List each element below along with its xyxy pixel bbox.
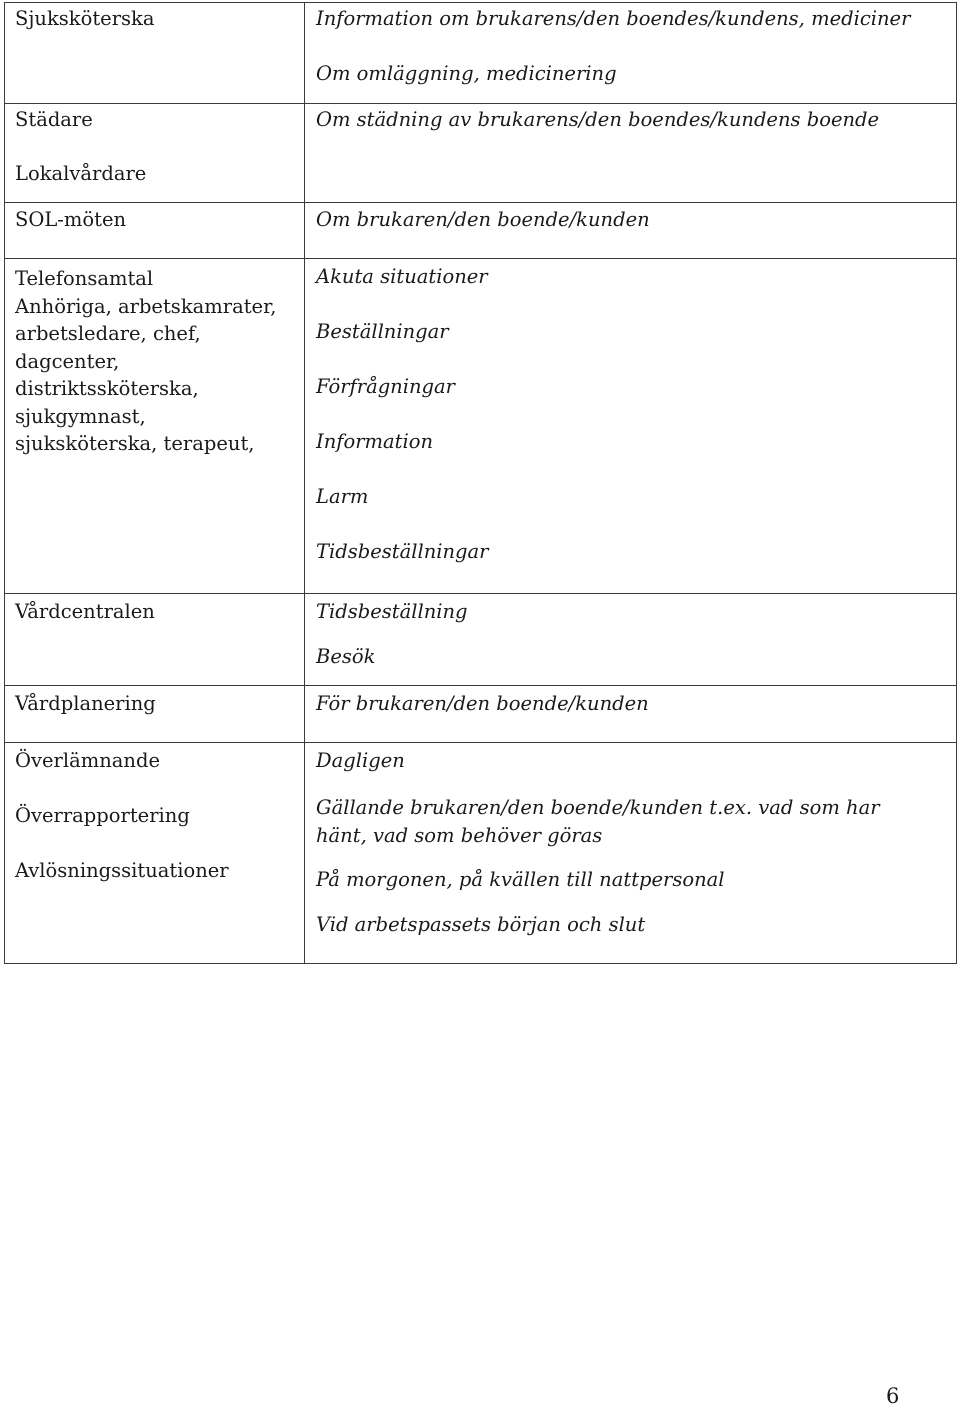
- topic-cell: [305, 594, 956, 685]
- role-label: Lokalvårdare: [15, 162, 147, 185]
- topic-text: Larm: [316, 485, 369, 508]
- role-cell: [5, 154, 305, 202]
- topic-cell: [305, 3, 956, 103]
- topic-text: Förfrågningar: [316, 375, 455, 398]
- role-label: Anhöriga, arbetskamrater,: [15, 294, 277, 318]
- topic-text: Dagligen: [316, 749, 405, 772]
- topic-text: Besök: [316, 645, 376, 668]
- role-label: dagcenter,: [15, 349, 120, 373]
- topic-cell: [305, 743, 956, 963]
- role-cell: [5, 259, 305, 593]
- role-cell: [5, 203, 305, 258]
- role-label: Sjuksköterska: [15, 7, 155, 30]
- table-row: [5, 685, 956, 742]
- topic-text: Tidsbeställningar: [316, 540, 489, 563]
- topic-cell: [305, 259, 956, 593]
- topic-text: För brukaren/den boende/kunden: [316, 692, 649, 715]
- role-label: SOL-möten: [15, 208, 127, 231]
- topic-text: Om städning av brukarens/den boendes/kundens boende: [316, 108, 880, 131]
- role-cell: [5, 686, 305, 742]
- table-row: [5, 103, 956, 154]
- topic-text: Gällande brukaren/den boende/kunden t.ex. vad som har hänt, vad som behöver göras: [316, 796, 880, 847]
- topic-text: Beställningar: [316, 320, 449, 343]
- role-cell: [5, 104, 305, 154]
- topic-cell: [305, 203, 956, 258]
- topic-cell: [305, 686, 956, 742]
- topic-text: Om omläggning, medicinering: [316, 62, 617, 85]
- topic-text: Information om brukarens/den boendes/kundens, mediciner: [316, 7, 911, 30]
- role-label: arbetsledare, chef,: [15, 322, 201, 345]
- role-label: Avlösningssituationer: [15, 859, 229, 882]
- topic-cell: [305, 154, 956, 202]
- role-label: Överrapportering: [15, 804, 190, 827]
- role-label: distriktssköterska,: [15, 377, 199, 400]
- role-cell: [5, 594, 305, 685]
- role-label: Vårdcentralen: [15, 600, 155, 623]
- role-label: sjuksköterska, terapeut,: [15, 432, 255, 455]
- table-row: [5, 593, 956, 685]
- role-label: Telefonsamtal: [15, 267, 154, 290]
- topic-text: Tidsbeställning: [316, 600, 468, 623]
- topic-text: Vid arbetspassets början och slut: [316, 913, 646, 936]
- role-label: Städare: [15, 108, 93, 131]
- role-label: Överlämnande: [15, 749, 160, 772]
- topic-text: Om brukaren/den boende/kunden: [316, 208, 650, 231]
- topic-cell: [305, 104, 956, 154]
- table-row: [5, 154, 956, 202]
- role-label: sjukgymnast,: [15, 404, 146, 428]
- table-row: [5, 3, 956, 103]
- topic-text: Akuta situationer: [316, 265, 488, 288]
- table-row: [5, 258, 956, 593]
- role-cell: [5, 3, 305, 103]
- role-label: Vårdplanering: [15, 692, 156, 715]
- table-row: [5, 742, 956, 963]
- topic-text: På morgonen, på kvällen till nattpersonal: [316, 868, 725, 891]
- table-row: [5, 202, 956, 258]
- topic-text: Information: [316, 430, 434, 453]
- page-number: 6: [886, 1384, 900, 1408]
- role-cell: [5, 743, 305, 963]
- communication-table: [4, 2, 957, 964]
